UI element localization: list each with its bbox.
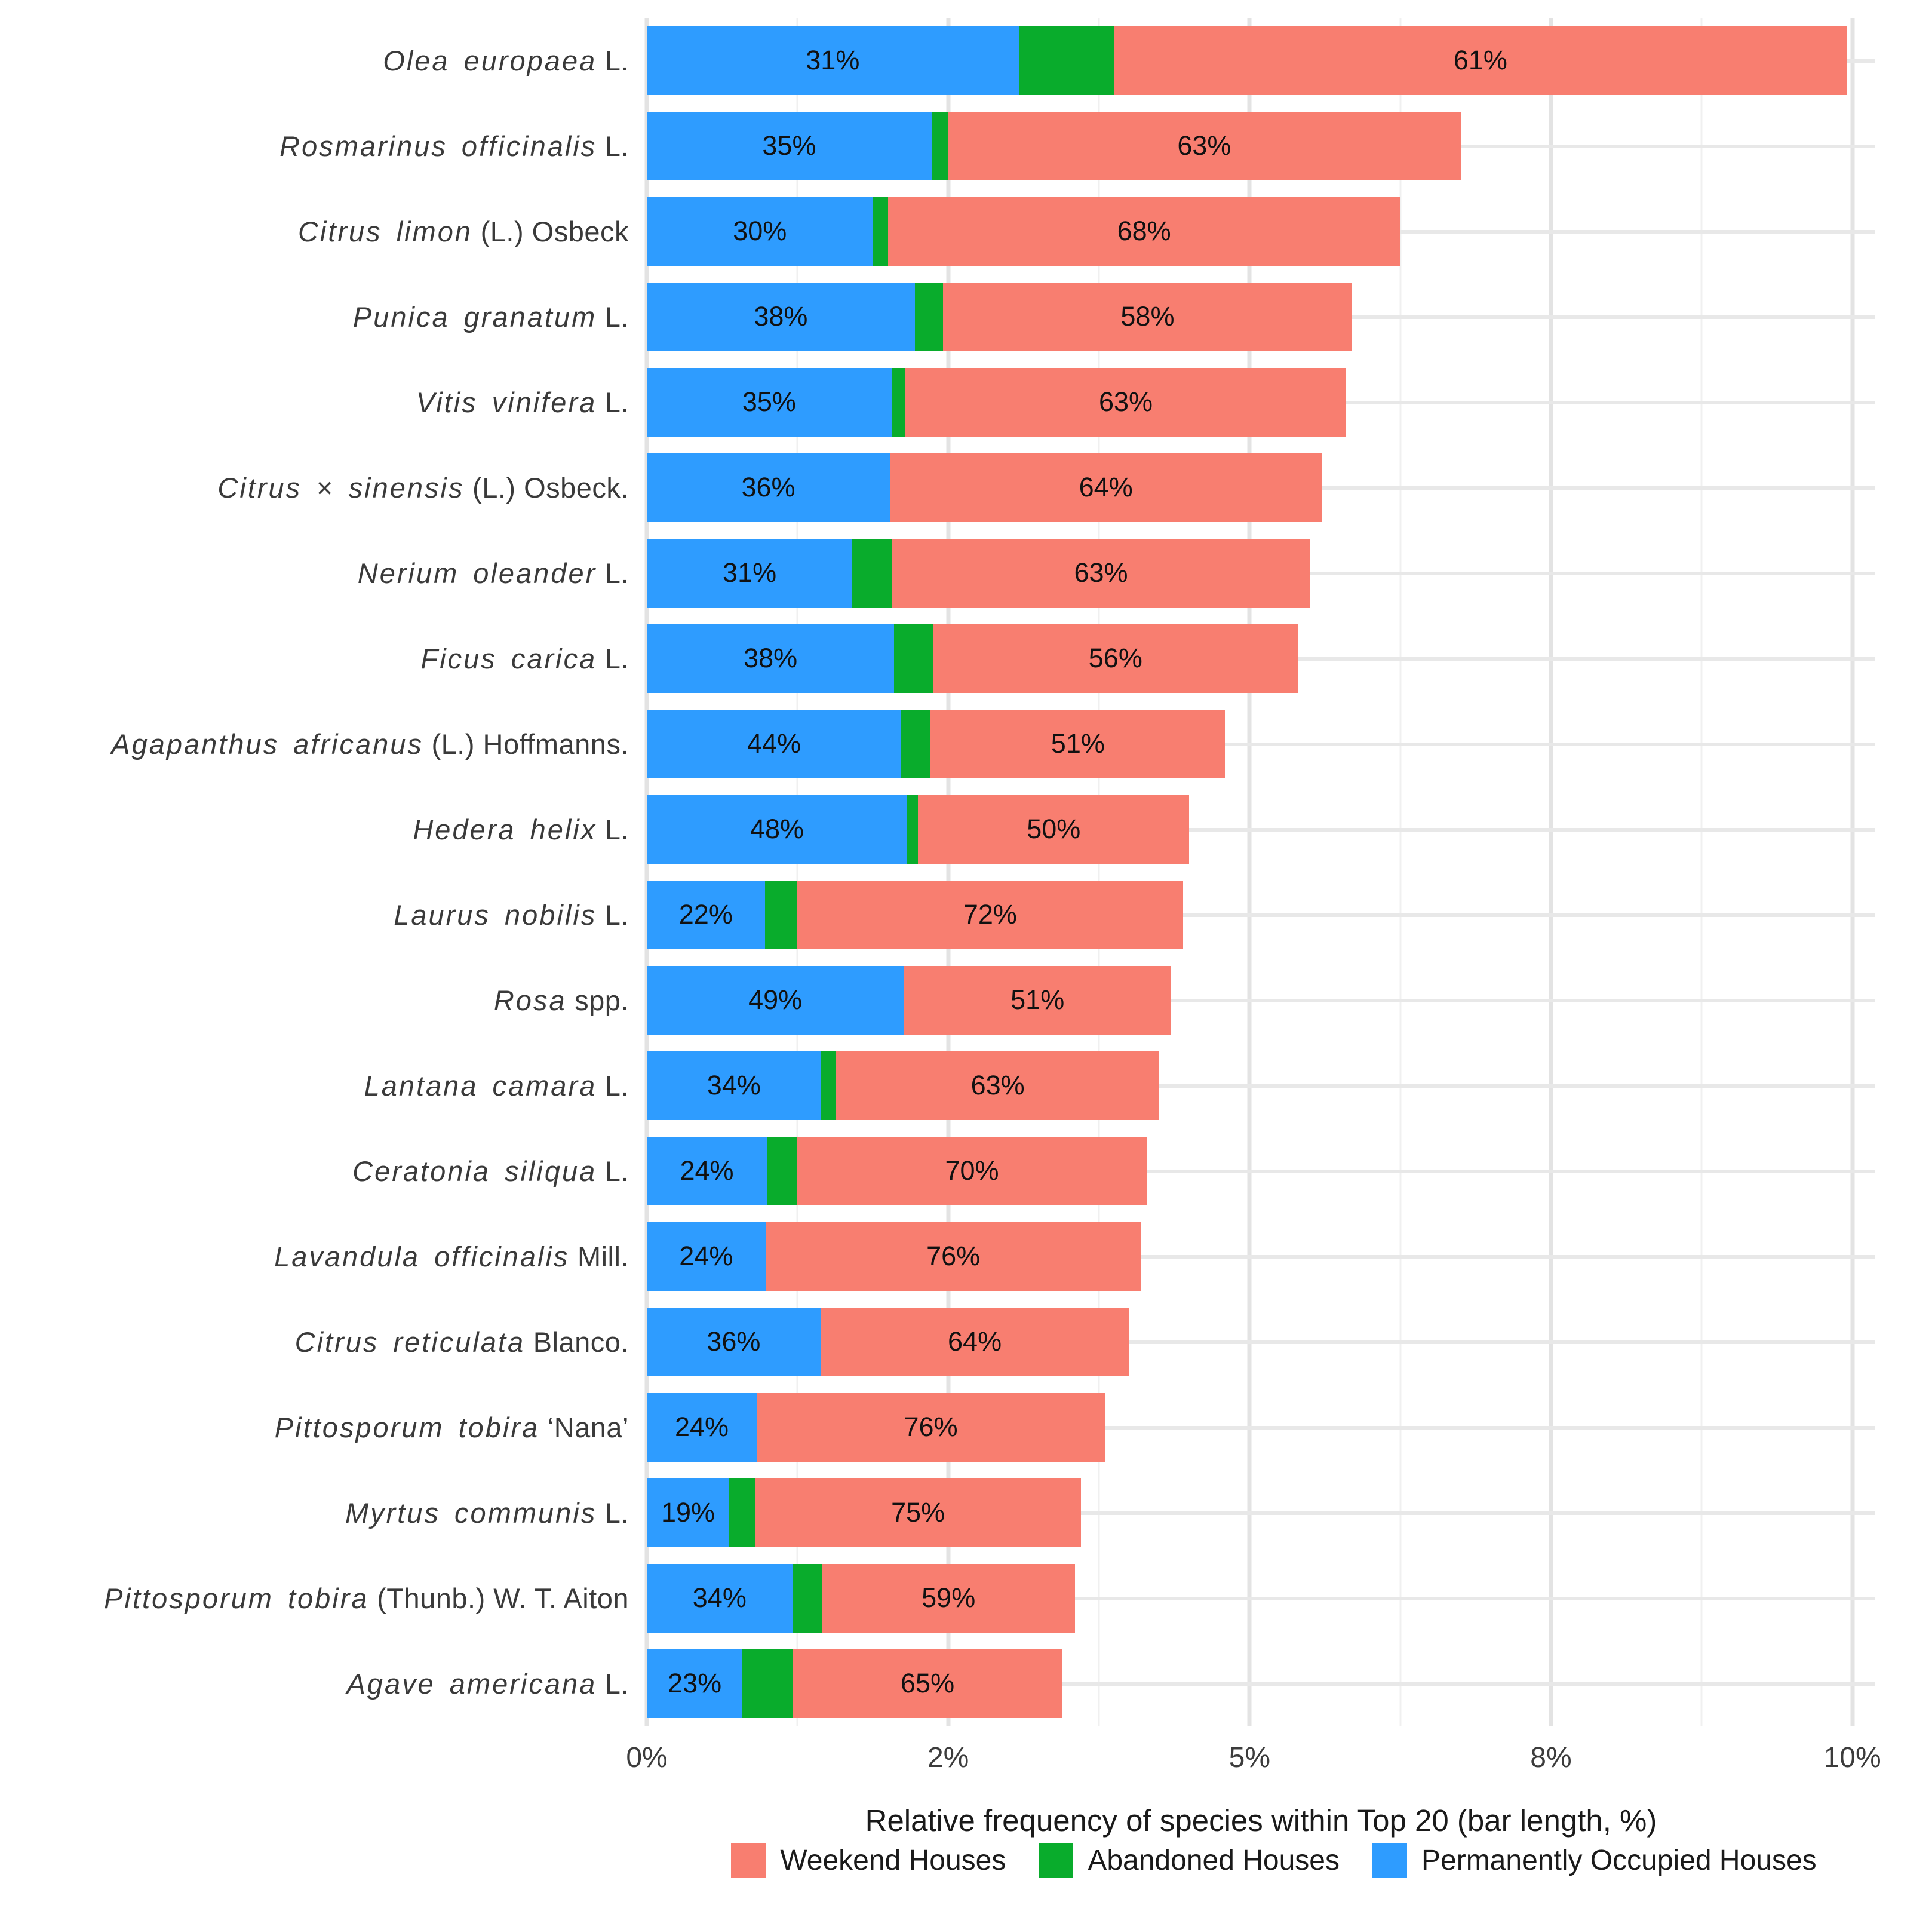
species-label: [0, 814, 647, 845]
bar-segment-weekend: [836, 1051, 1159, 1119]
bar-area: [647, 1641, 1875, 1726]
stacked-bar: [647, 795, 1189, 863]
bar-value-label: 35%: [762, 130, 816, 161]
bar-row: [0, 1214, 1875, 1299]
x-axis-title: Relative frequency of species within Top 20 (bar length, %): [865, 1803, 1657, 1838]
species-authority: L.: [597, 1069, 629, 1102]
bar-segment-abandoned: [907, 795, 918, 863]
species-authority: L.: [597, 300, 629, 333]
stacked-bar: [647, 1478, 1081, 1547]
legend-swatch-abandoned: [1039, 1843, 1073, 1878]
bar-value-label: 51%: [1051, 728, 1105, 759]
bar-segment-permanent: [647, 453, 890, 522]
stacked-bar: [647, 1649, 1062, 1717]
bar-segment-permanent: [647, 1649, 742, 1717]
bar-segment-weekend: [905, 368, 1346, 436]
species-name-italic: Hedera helix: [413, 813, 597, 845]
bar-segment-permanent: [647, 1478, 729, 1547]
bar-segment-permanent: [647, 1051, 821, 1119]
bar-value-label: 49%: [748, 984, 803, 1016]
bar-area: [647, 616, 1875, 701]
bar-value-label: 38%: [744, 643, 798, 674]
bar-area: [647, 189, 1875, 274]
bar-segment-permanent: [647, 1393, 757, 1461]
species-authority: L.: [597, 1496, 629, 1529]
species-label: [0, 900, 647, 931]
bar-value-label: 31%: [723, 557, 777, 588]
bar-segment-permanent: [647, 966, 904, 1034]
bar-area: [647, 530, 1875, 616]
bar-segment-weekend: [892, 539, 1310, 607]
species-name-italic: Nerium oleander: [357, 557, 597, 589]
bar-segment-abandoned: [742, 1649, 793, 1717]
legend-swatch-permanent: [1372, 1843, 1407, 1878]
stacked-bar: [647, 710, 1225, 778]
species-label: [0, 558, 647, 589]
bar-value-label: 76%: [904, 1412, 958, 1443]
bar-segment-weekend: [793, 1649, 1063, 1717]
bar-value-label: 22%: [678, 899, 733, 930]
bar-segment-permanent: [647, 283, 915, 351]
stacked-bar: [647, 1137, 1147, 1205]
stacked-bar: [647, 368, 1346, 436]
bar-area: [647, 1299, 1875, 1385]
bar-value-label: 30%: [733, 216, 787, 247]
species-label: [0, 985, 647, 1016]
bar-row: [0, 445, 1875, 530]
bar-value-label: 24%: [675, 1412, 729, 1443]
bar-value-label: 64%: [948, 1326, 1002, 1357]
species-name-italic: Ceratonia siliqua: [352, 1155, 597, 1187]
stacked-bar: [647, 624, 1298, 692]
bar-segment-weekend: [822, 1564, 1075, 1632]
species-authority: L.: [597, 1155, 629, 1187]
bar-value-label: 68%: [1117, 216, 1171, 247]
bar-value-label: 51%: [1010, 984, 1065, 1016]
bar-segment-abandoned: [767, 1137, 797, 1205]
bar-value-label: 34%: [692, 1582, 747, 1613]
species-authority: L.: [597, 898, 629, 931]
species-authority: ‘Nana’: [539, 1411, 629, 1443]
species-label: [0, 643, 647, 674]
species-label: [0, 1327, 647, 1358]
species-name-italic: Myrtus communis: [345, 1496, 597, 1529]
bar-segment-abandoned: [892, 368, 905, 436]
species-authority: Blanco.: [525, 1326, 629, 1358]
bar-row: [0, 958, 1875, 1043]
stacked-bar: [647, 197, 1400, 265]
plot-panel: [0, 18, 1875, 1726]
bar-segment-weekend: [904, 966, 1171, 1034]
bar-segment-permanent: [647, 710, 901, 778]
species-name-italic: Lantana camara: [364, 1069, 597, 1102]
species-authority: spp.: [566, 984, 629, 1016]
x-tick-label: 2%: [927, 1742, 969, 1774]
species-name-italic: Rosmarinus officinalis: [279, 130, 597, 162]
bar-segment-weekend: [797, 881, 1184, 949]
species-authority: L.: [597, 386, 629, 418]
bar-segment-permanent: [647, 26, 1019, 94]
species-authority: L.: [597, 813, 629, 845]
bar-area: [647, 872, 1875, 958]
bar-segment-abandoned: [1019, 26, 1115, 94]
bar-value-label: 50%: [1027, 814, 1081, 845]
species-authority: L.: [597, 130, 629, 162]
bar-segment-weekend: [821, 1308, 1129, 1376]
bar-value-label: 48%: [750, 814, 804, 845]
species-label: [0, 216, 647, 247]
bar-value-label: 19%: [661, 1497, 715, 1528]
species-label: [0, 1156, 647, 1187]
bar-area: [647, 1128, 1875, 1214]
species-name-italic: Citrus × sinensis: [217, 471, 465, 504]
bar-area: [647, 1556, 1875, 1641]
species-label: [0, 45, 647, 76]
stacked-bar: [647, 1051, 1159, 1119]
bar-value-label: 63%: [1098, 386, 1153, 418]
species-name-italic: Pittosporum tobira: [104, 1582, 369, 1614]
species-authority: L.: [597, 557, 629, 589]
bar-area: [647, 18, 1875, 103]
bar-area: [647, 1470, 1875, 1556]
bar-row: [0, 701, 1875, 787]
species-name-italic: Ficus carica: [420, 642, 597, 674]
bar-segment-permanent: [647, 881, 765, 949]
species-label: [0, 302, 647, 333]
bar-segment-permanent: [647, 1222, 766, 1290]
bar-segment-weekend: [930, 710, 1225, 778]
bar-row: [0, 1470, 1875, 1556]
bar-row: [0, 360, 1875, 445]
legend-label: Weekend Houses: [780, 1844, 1006, 1876]
legend-item-abandoned: [1039, 1843, 1340, 1878]
x-tick-label: 5%: [1228, 1742, 1270, 1774]
stacked-bar: [647, 112, 1461, 180]
bar-row: [0, 1128, 1875, 1214]
species-label: [0, 1498, 647, 1529]
legend-label: Abandoned Houses: [1088, 1844, 1340, 1876]
legend-item-weekend: [731, 1843, 1006, 1878]
bar-segment-weekend: [933, 624, 1298, 692]
stacked-bar: [647, 26, 1847, 94]
bar-segment-permanent: [647, 795, 907, 863]
bar-segment-permanent: [647, 1137, 767, 1205]
species-name-italic: Olea europaea: [383, 44, 597, 76]
bar-segment-abandoned: [901, 710, 930, 778]
bar-segment-permanent: [647, 1564, 793, 1632]
bar-area: [647, 445, 1875, 530]
bar-segment-weekend: [888, 197, 1400, 265]
bar-value-label: 76%: [926, 1241, 981, 1272]
species-name-italic: Vitis vinifera: [416, 386, 597, 418]
species-name-italic: Citrus limon: [297, 215, 473, 247]
bar-segment-weekend: [943, 283, 1352, 351]
bar-row: [0, 616, 1875, 701]
bar-row: [0, 530, 1875, 616]
species-label: [0, 1412, 647, 1443]
bar-area: [647, 701, 1875, 787]
species-label: [0, 1668, 647, 1700]
bar-row: [0, 1043, 1875, 1128]
bar-area: [647, 1043, 1875, 1128]
species-authority: (L.) Osbeck.: [464, 471, 629, 504]
bar-value-label: 70%: [945, 1155, 999, 1186]
legend-label: Permanently Occupied Houses: [1421, 1844, 1817, 1876]
bar-value-label: 35%: [742, 386, 796, 418]
bar-value-label: 23%: [668, 1668, 722, 1699]
bar-segment-abandoned: [821, 1051, 837, 1119]
bar-value-label: 59%: [922, 1582, 976, 1613]
bar-segment-abandoned: [765, 881, 797, 949]
bar-value-label: 63%: [1074, 557, 1128, 588]
species-name-italic: Rosa: [493, 984, 567, 1016]
bar-segment-abandoned: [852, 539, 892, 607]
species-label: [0, 1241, 647, 1272]
bar-area: [647, 360, 1875, 445]
stacked-bar: [647, 1393, 1105, 1461]
bar-segment-weekend: [797, 1137, 1147, 1205]
bar-segment-abandoned: [894, 624, 933, 692]
bar-value-label: 24%: [680, 1155, 734, 1186]
legend-swatch-weekend: [731, 1843, 766, 1878]
stacked-bar: [647, 1222, 1141, 1290]
bar-row: [0, 787, 1875, 872]
bar-value-label: 36%: [707, 1326, 761, 1357]
bar-segment-abandoned: [729, 1478, 755, 1547]
stacked-bar: [647, 539, 1310, 607]
stacked-bar: [647, 966, 1171, 1034]
stacked-bar: [647, 1308, 1129, 1376]
bar-value-label: 34%: [707, 1070, 761, 1101]
bar-segment-weekend: [755, 1478, 1081, 1547]
bar-area: [647, 103, 1875, 189]
species-name-italic: Punica granatum: [352, 300, 597, 333]
stacked-bar: [647, 283, 1352, 351]
bar-segment-permanent: [647, 1308, 821, 1376]
bar-segment-abandoned: [873, 197, 887, 265]
bar-row: [0, 872, 1875, 958]
species-authority: Mill.: [569, 1240, 629, 1272]
bar-area: [647, 1385, 1875, 1470]
bar-segment-weekend: [757, 1393, 1105, 1461]
species-label: [0, 1583, 647, 1614]
species-name-italic: Laurus nobilis: [394, 898, 597, 931]
bar-value-label: 75%: [891, 1497, 945, 1528]
bar-area: [647, 958, 1875, 1043]
species-name-italic: Agave americana: [346, 1667, 597, 1700]
legend-item-permanent: [1372, 1843, 1817, 1878]
species-name-italic: Pittosporum tobira: [274, 1411, 540, 1443]
bar-segment-weekend: [918, 795, 1189, 863]
legend: [647, 1843, 1901, 1878]
bar-segment-permanent: [647, 539, 852, 607]
x-tick-label: 0%: [626, 1742, 668, 1774]
bar-row: [0, 103, 1875, 189]
bar-segment-permanent: [647, 197, 873, 265]
species-authority: (L.) Hoffmanns.: [423, 728, 629, 760]
species-label: [0, 729, 647, 760]
species-authority: L.: [597, 44, 629, 76]
x-tick-label: 10%: [1823, 1742, 1881, 1774]
bar-value-label: 24%: [679, 1241, 733, 1272]
bar-value-label: 58%: [1120, 301, 1175, 332]
bar-row: [0, 189, 1875, 274]
bar-value-label: 36%: [741, 472, 795, 503]
bar-value-label: 38%: [754, 301, 808, 332]
species-authority: (Thunb.) W. T. Aiton: [368, 1582, 629, 1614]
bar-segment-permanent: [647, 624, 894, 692]
bar-row: [0, 274, 1875, 360]
species-authority: (L.) Osbeck: [472, 215, 629, 247]
bar-area: [647, 787, 1875, 872]
species-name-italic: Agapanthus africanus: [111, 728, 423, 760]
bar-row: [0, 1299, 1875, 1385]
bar-segment-permanent: [647, 368, 892, 436]
species-authority: L.: [597, 1667, 629, 1700]
species-authority: L.: [597, 642, 629, 674]
species-name-italic: Citrus reticulata: [294, 1326, 526, 1358]
bar-value-label: 63%: [970, 1070, 1025, 1101]
species-name-italic: Lavandula officinalis: [274, 1240, 570, 1272]
bar-area: [647, 1214, 1875, 1299]
bar-segment-permanent: [647, 112, 932, 180]
bar-area: [647, 274, 1875, 360]
bar-row: [0, 1385, 1875, 1470]
species-label: [0, 131, 647, 162]
x-axis: [626, 1741, 1881, 1777]
bar-segment-weekend: [890, 453, 1322, 522]
stacked-bar: [647, 453, 1322, 522]
bar-segment-weekend: [766, 1222, 1141, 1290]
x-tick-label: 8%: [1530, 1742, 1572, 1774]
stacked-bar: [647, 881, 1183, 949]
bar-value-label: 72%: [963, 899, 1017, 930]
species-label: [0, 473, 647, 504]
bar-row: [0, 1556, 1875, 1641]
bar-value-label: 56%: [1088, 643, 1142, 674]
bar-value-label: 44%: [747, 728, 801, 759]
bar-segment-weekend: [948, 112, 1460, 180]
bar-row: [0, 18, 1875, 103]
bar-segment-abandoned: [793, 1564, 822, 1632]
bar-segment-weekend: [1114, 26, 1846, 94]
bar-value-label: 65%: [901, 1668, 955, 1699]
bar-value-label: 61%: [1453, 45, 1507, 76]
bar-segment-abandoned: [932, 112, 948, 180]
bar-value-label: 31%: [806, 45, 860, 76]
species-label: [0, 387, 647, 418]
bar-row: [0, 1641, 1875, 1726]
bar-segment-abandoned: [915, 283, 943, 351]
stacked-bar: [647, 1564, 1075, 1632]
bar-value-label: 63%: [1177, 130, 1231, 161]
bar-value-label: 64%: [1079, 472, 1133, 503]
species-label: [0, 1070, 647, 1102]
